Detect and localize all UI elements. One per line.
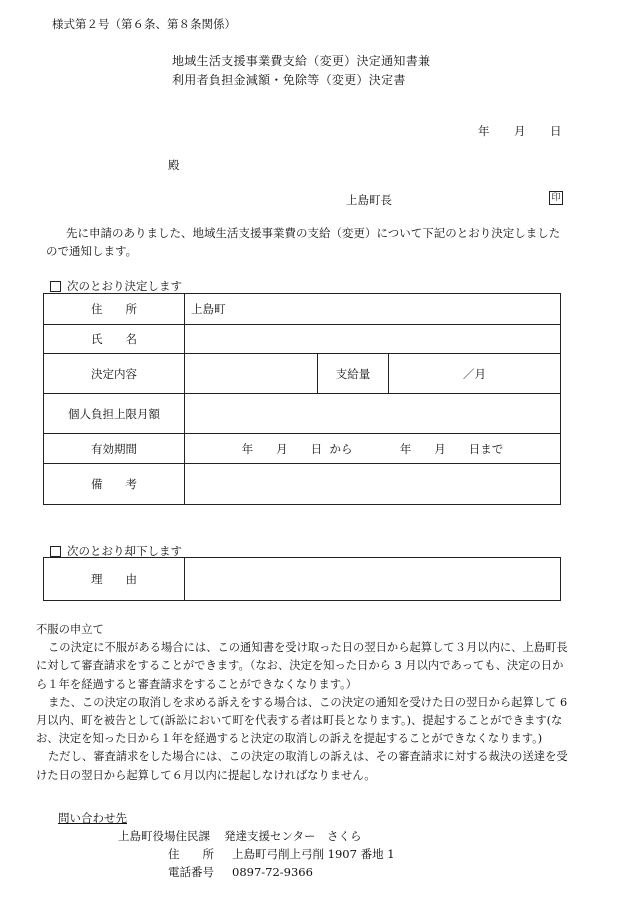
decision-content-field[interactable]	[185, 354, 318, 394]
name-field[interactable]	[185, 325, 561, 354]
contact-line-1	[118, 828, 362, 844]
table-row	[44, 464, 561, 505]
date-year: 年	[478, 124, 490, 138]
limit-label: 個人負担上限月額	[44, 394, 185, 434]
remarks-field[interactable]	[185, 464, 561, 505]
remarks-label: 備 考	[44, 464, 185, 505]
table-row	[44, 354, 561, 394]
period-label: 有効期間	[44, 434, 185, 464]
period-from: 年 月 日 から	[241, 441, 353, 456]
intro-text: 先に申請のありました、地域生活支援事業費の支給（変更）について下記のとおり決定しましたので通知します。	[46, 226, 561, 258]
issuer-title: 上島町長	[346, 193, 392, 207]
contact-line-3	[168, 864, 313, 880]
date-day: 日	[550, 124, 562, 138]
reason-label: 理 由	[44, 558, 185, 601]
table-row	[44, 294, 561, 325]
table-row	[44, 558, 561, 601]
decision-table	[43, 293, 561, 505]
appeal-section	[36, 621, 568, 785]
appeal-paragraph-3: ただし、審査請求をした場合には、この決定の取消しの訴えは、その審査請求に対する裁決の送達を受けた日の翌日から起算して６月以内に提起しなければなりません。	[36, 750, 568, 782]
seal-mark: 印	[549, 191, 563, 205]
period-field[interactable]	[185, 434, 561, 464]
decision-checkbox-label: 次のとおり決定します	[67, 279, 182, 293]
rejection-checkbox[interactable]	[50, 546, 61, 557]
amount-label: 支給量	[318, 354, 389, 394]
contact-line-2	[168, 846, 395, 862]
rejection-checkbox-label: 次のとおり却下します	[67, 544, 182, 558]
decision-content-label: 決定内容	[44, 354, 185, 394]
table-row	[44, 434, 561, 464]
decision-section-label[interactable]	[50, 278, 182, 294]
decision-checkbox[interactable]	[50, 281, 61, 292]
period-to: 年 月 日まで	[399, 441, 504, 456]
contact-phone: 0897-72-9366	[232, 865, 313, 879]
amount-unit[interactable]: ／月	[389, 354, 561, 394]
addressee-honorific: 殿	[168, 158, 180, 172]
reason-field[interactable]	[185, 558, 561, 601]
table-row	[44, 325, 561, 354]
appeal-title: 不服の申立て	[36, 623, 104, 636]
document-title-line1: 地域生活支援事業費支給（変更）決定通知書兼	[172, 54, 431, 68]
name-label: 氏 名	[44, 325, 185, 354]
contact-address: 上島町弓削上弓削 1907 番地 1	[232, 847, 395, 861]
rejection-table	[43, 557, 561, 601]
intro-paragraph	[46, 224, 566, 260]
limit-field[interactable]	[185, 394, 561, 434]
contact-title: 問い合わせ先	[58, 811, 127, 825]
contact-department: 上島町役場住民課	[118, 829, 210, 843]
contact-phone-label: 電話番号	[168, 865, 214, 879]
form-number: 様式第２号（第６条、第８条関係）	[52, 17, 236, 31]
contact-address-label: 住 所	[168, 847, 214, 861]
document-title-line2: 利用者負担金減額・免除等（変更）決定書	[172, 73, 406, 87]
contact-center: 発達支援センター さくら	[224, 829, 362, 843]
table-row	[44, 394, 561, 434]
appeal-paragraph-1: この決定に不服がある場合には、この通知書を受け取った日の翌日から起算して３月以内に、上島町長に対して審査請求をすることができます。（なお、決定を知った日から 3 月以内であっても、決定の日から１年を経過すると審査請求をすることができなくなります。）	[36, 641, 568, 691]
address-label: 住 所	[44, 294, 185, 325]
address-value[interactable]: 上島町	[185, 294, 561, 325]
appeal-paragraph-2: また、この決定の取消しを求める訴えをする場合は、この決定の通知を受けた日の翌日から起算して 6 月以内、町を被告として(訴訟において町を代表する者は町長となります。)、提起することができます(なお、決定を知った日から１年を経過すると決定の取消しの訴えを提起することができなくなります。)	[36, 695, 568, 746]
date-month: 月	[514, 124, 526, 138]
